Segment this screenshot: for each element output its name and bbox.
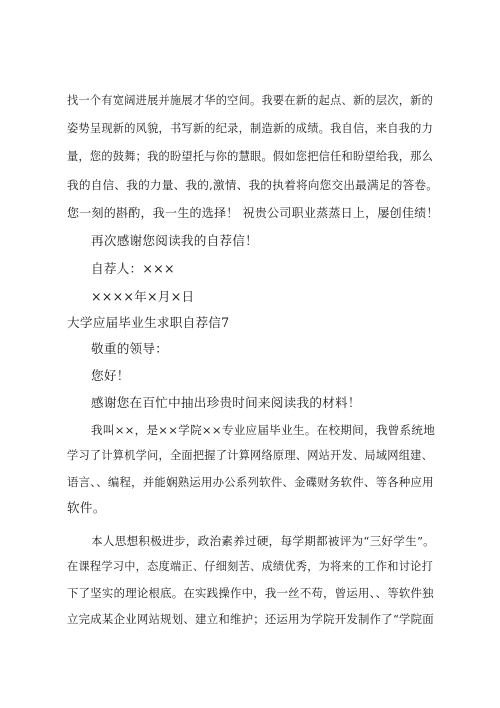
text-line: 下了坚实的理论根底。在实践操作中，我一丝不苟，曾运用、、等软件独 (67, 586, 434, 600)
section-heading: 大学应届毕业生求职自荐信7 (67, 315, 230, 330)
text-line: 您一刻的斟酌，我一生的选择！ 祝贵公司职业蒸蒸日上，屡创佳绩！ (67, 206, 439, 220)
text-line: 本人思想积极进步，政治素养过硬，每学期都被评为“三好学生”。 (91, 534, 435, 548)
text-line: 感谢您在百忙中抽出珍贵时间来阅读我的材料！ (91, 395, 361, 410)
text-line: 软件。 (67, 500, 106, 515)
text-line: 在课程学习中，态度端正、仔细刻苦、成绩优秀，为将来的工作和讨论打 (67, 560, 434, 573)
text-line: 我叫××，是××学院××专业应届毕业生。在校期间，我曾系统地 (91, 423, 436, 437)
salutation-line: 敬重的领导： (91, 341, 169, 356)
date-line: ××××年×月×日 (91, 289, 195, 304)
signature-line: 自荐人：××× (91, 261, 175, 276)
thanks-line: 再次感谢您阅读我的自荐信！ (91, 233, 258, 248)
text-line: 立完成某企业网站规划、建立和维护；还运用为学院开发制作了“学院面 (67, 612, 434, 626)
text-line: 我的自信、我的力量、我的,激情、我的执着将向您交出最满足的答卷。 (67, 178, 439, 192)
text-line: 找一个有宽阔进展并施展才华的空间。我要在新的起点、新的层次，新的 (67, 94, 434, 107)
text-line: 语言、、编程，并能娴熟运用办公系列软件、金碟财务软件、等各种应用 (67, 475, 434, 489)
text-line: 量，您的鼓舞；我的盼望托与你的慧眼。假如您把信任和盼望给我，那么 (67, 150, 434, 163)
text-line: 姿势呈现新的风貌，书写新的纪录，制造新的成绩。我自信，来自我的力 (67, 122, 434, 135)
greeting-line: 您好！ (91, 368, 130, 383)
text-line: 学习了计算机学问，全面把握了计算网络原理、网站开发、局域网组建、 (67, 449, 434, 462)
